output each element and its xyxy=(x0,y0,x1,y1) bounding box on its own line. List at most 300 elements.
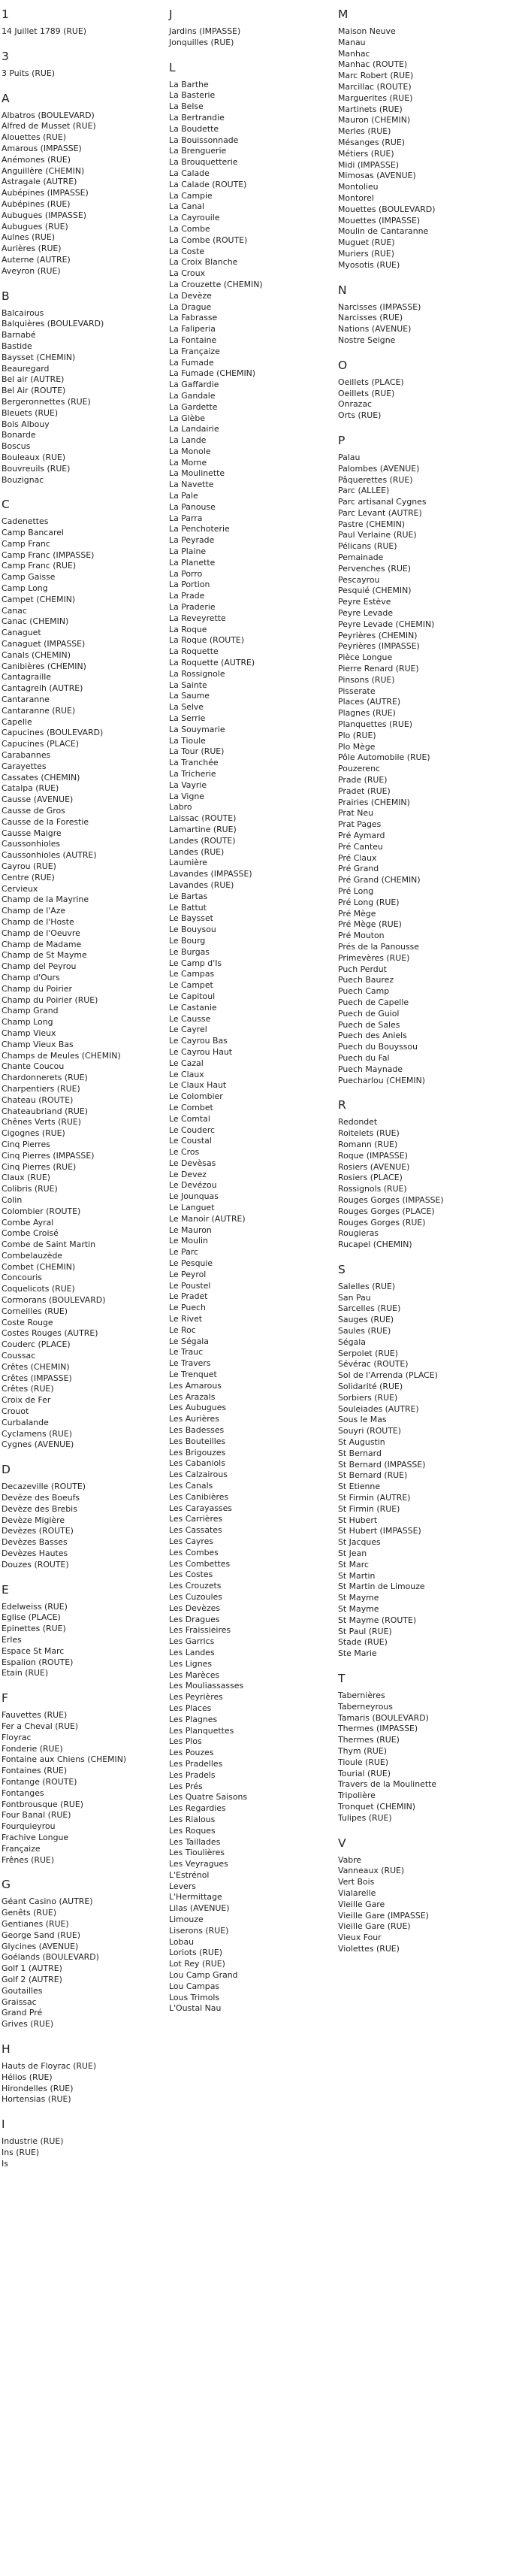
street-link[interactable]: Peyrières (IMPASSE) xyxy=(338,641,420,652)
street-link[interactable]: Levers xyxy=(169,1881,196,1891)
street-link[interactable]: Puech des Aniels xyxy=(338,1031,407,1041)
street-link[interactable]: Bleuets (RUE) xyxy=(2,407,59,418)
street-link[interactable]: Mimosas (AVENUE) xyxy=(338,171,416,181)
street-link[interactable]: Camp Gaisse xyxy=(2,572,56,583)
street-link[interactable]: Cantaranne (RUE) xyxy=(2,705,76,716)
street-link[interactable]: Roitelets (RUE) xyxy=(338,1128,400,1139)
street-link[interactable]: La Tour (RUE) xyxy=(169,746,225,757)
street-link[interactable]: Vieille Gare (IMPASSE) xyxy=(338,1910,429,1921)
street-link[interactable]: Puech du Bouyssou xyxy=(338,1042,418,1052)
street-link[interactable]: Vialarelle xyxy=(338,1887,376,1898)
street-link[interactable]: La Selve xyxy=(169,702,204,713)
street-link[interactable]: Is xyxy=(2,2158,8,2169)
street-link[interactable]: Concouris xyxy=(2,1273,42,1283)
street-link[interactable]: La Navette xyxy=(169,480,214,490)
street-link[interactable]: Romann (RUE) xyxy=(338,1139,398,1149)
street-link[interactable]: Le Causse xyxy=(169,1013,211,1024)
street-link[interactable]: La Drague xyxy=(169,301,212,312)
street-link[interactable]: Causse Maigre xyxy=(2,828,62,838)
street-link[interactable]: Claux (RUE) xyxy=(2,1173,51,1183)
street-link[interactable]: Boscus xyxy=(2,441,31,452)
street-link[interactable]: Crouot xyxy=(2,1406,29,1417)
street-link[interactable]: La Combe (ROUTE) xyxy=(169,235,248,245)
street-link[interactable]: Plo (RUE) xyxy=(338,730,376,740)
street-link[interactable]: Pâquerettes (RUE) xyxy=(338,474,413,485)
street-link[interactable]: Fontbrousque (RUE) xyxy=(2,1799,83,1809)
street-link[interactable]: Champ de l'Oeuvre xyxy=(2,928,80,938)
street-link[interactable]: Cantagrelh (AUTRE) xyxy=(2,683,83,694)
street-link[interactable]: Les Regardies xyxy=(169,1803,226,1814)
street-link[interactable]: Taberneyrous xyxy=(338,1701,393,1712)
street-link[interactable]: Le Roc xyxy=(169,1324,196,1335)
street-link[interactable]: Le Claux Haut xyxy=(169,1080,227,1091)
street-link[interactable]: Le Manoir (AUTRE) xyxy=(169,1213,246,1224)
street-link[interactable]: La Basterie xyxy=(169,90,216,101)
street-link[interactable]: Lilas (AVENUE) xyxy=(169,1903,230,1914)
street-link[interactable]: Baysset (CHEMIN) xyxy=(2,352,76,362)
street-link[interactable]: Devèze des Boeufs xyxy=(2,1493,80,1503)
street-link[interactable]: Les Cassates xyxy=(169,1525,222,1536)
street-link[interactable]: Pré Grand xyxy=(338,864,379,874)
street-link[interactable]: Bel air (AUTRE) xyxy=(2,374,65,385)
street-link[interactable]: La Vigne xyxy=(169,791,204,801)
street-link[interactable]: Campet (CHEMIN) xyxy=(2,594,76,604)
street-link[interactable]: Goutailles xyxy=(2,1985,43,1996)
street-link[interactable]: Le Combet xyxy=(169,1102,213,1112)
street-link[interactable]: Decazeville (ROUTE) xyxy=(2,1482,86,1492)
street-link[interactable]: Lavandes (RUE) xyxy=(169,879,234,890)
street-link[interactable]: Thym (RUE) xyxy=(338,1745,387,1756)
street-link[interactable]: Espace St Marc xyxy=(2,1645,65,1656)
street-link[interactable]: Aubépines (IMPASSE) xyxy=(2,188,89,198)
street-link[interactable]: Etain (RUE) xyxy=(2,1668,49,1678)
street-link[interactable]: St Etienne xyxy=(338,1482,381,1492)
street-link[interactable]: La Souymarie xyxy=(169,724,225,734)
street-link[interactable]: Le Pesquie xyxy=(169,1258,213,1269)
street-link[interactable]: Couderc (PLACE) xyxy=(2,1339,71,1350)
street-link[interactable]: Croix de Fer xyxy=(2,1395,51,1406)
street-link[interactable]: Les Canibières xyxy=(169,1491,229,1502)
street-link[interactable]: Tabernières xyxy=(338,1690,385,1700)
street-link[interactable]: Ste Marie xyxy=(338,1648,377,1659)
street-link[interactable]: Oeillets (PLACE) xyxy=(338,377,404,387)
street-link[interactable]: Les Pouzes xyxy=(169,1748,214,1758)
street-link[interactable]: Le Burgas xyxy=(169,946,210,957)
street-link[interactable]: Capucines (BOULEVARD) xyxy=(2,728,104,738)
street-link[interactable]: La Lande xyxy=(169,435,207,446)
street-link[interactable]: Corneilles (RUE) xyxy=(2,1306,68,1316)
street-link[interactable]: Catalpa (RUE) xyxy=(2,783,59,794)
street-link[interactable]: Capucines (PLACE) xyxy=(2,739,79,749)
street-link[interactable]: La Roquette (AUTRE) xyxy=(169,658,255,668)
street-link[interactable]: Rougieras xyxy=(338,1228,379,1239)
street-link[interactable]: La Croux xyxy=(169,268,206,279)
street-link[interactable]: L'Estrénol xyxy=(169,1869,210,1880)
street-link[interactable]: Landes (ROUTE) xyxy=(169,835,236,846)
street-link[interactable]: Les Cayres xyxy=(169,1536,214,1546)
street-link[interactable]: Souleiades (AUTRE) xyxy=(338,1403,419,1414)
street-link[interactable]: Les Marèces xyxy=(169,1669,220,1680)
street-link[interactable]: Lobau xyxy=(169,1936,195,1947)
street-link[interactable]: Bouleaux (RUE) xyxy=(2,452,66,462)
street-link[interactable]: Chateaubriand (RUE) xyxy=(2,1106,89,1116)
street-link[interactable]: Fontaine aux Chiens (CHEMIN) xyxy=(2,1754,127,1765)
street-link[interactable]: Les Plagnes xyxy=(169,1714,218,1724)
street-link[interactable]: Onrazac xyxy=(338,399,373,410)
street-link[interactable]: Fontange (ROUTE) xyxy=(2,1776,77,1787)
street-link[interactable]: Myosotis (RUE) xyxy=(338,259,400,270)
street-link[interactable]: Les Badesses xyxy=(169,1425,225,1436)
street-link[interactable]: Cyclamens (RUE) xyxy=(2,1428,73,1439)
street-link[interactable]: Le Claux xyxy=(169,1069,204,1079)
street-link[interactable]: Fontanges xyxy=(2,1787,44,1798)
street-link[interactable]: Pisserate xyxy=(338,686,376,696)
street-link[interactable]: St Firmin (RUE) xyxy=(338,1503,400,1514)
street-link[interactable]: Le Languet xyxy=(169,1203,215,1213)
street-link[interactable]: Centre (RUE) xyxy=(2,872,55,882)
street-link[interactable]: La Portion xyxy=(169,580,210,590)
street-link[interactable]: Le Puech xyxy=(169,1303,206,1313)
street-link[interactable]: Les Bouteilles xyxy=(169,1436,226,1446)
street-link[interactable]: Pinsons (RUE) xyxy=(338,674,395,685)
street-link[interactable]: Le Comtal xyxy=(169,1113,210,1124)
street-link[interactable]: Montorel xyxy=(338,192,374,203)
street-link[interactable]: Hauts de Floyrac (RUE) xyxy=(2,2060,97,2071)
street-link[interactable]: Vabre xyxy=(338,1854,362,1865)
street-link[interactable]: Mésanges (RUE) xyxy=(338,137,406,147)
street-link[interactable]: La Calade (ROUTE) xyxy=(169,179,247,189)
street-link[interactable]: Champs de Meules (CHEMIN) xyxy=(2,1050,121,1061)
street-link[interactable]: Beauregard xyxy=(2,363,50,374)
street-link[interactable]: La Brenguerie xyxy=(169,146,227,156)
street-link[interactable]: Anguillère (CHEMIN) xyxy=(2,165,85,176)
street-link[interactable]: Les Roques xyxy=(169,1825,216,1836)
street-link[interactable]: Le Cros xyxy=(169,1147,200,1158)
street-link[interactable]: Bouvreuils (RUE) xyxy=(2,463,71,474)
street-link[interactable]: La Roque (ROUTE) xyxy=(169,635,245,646)
street-link[interactable]: L'Hermittage xyxy=(169,1892,222,1902)
street-link[interactable]: Charpentiers (RUE) xyxy=(2,1083,80,1094)
street-link[interactable]: Le Campet xyxy=(169,980,213,991)
street-link[interactable]: Champ Vieux xyxy=(2,1028,56,1038)
street-link[interactable]: Sauges (RUE) xyxy=(338,1315,394,1325)
street-link[interactable]: Bel Air (ROUTE) xyxy=(2,386,66,396)
street-link[interactable]: Le Trenquet xyxy=(169,1370,217,1380)
street-link[interactable]: Bouzignac xyxy=(2,474,44,485)
street-link[interactable]: Les Costes xyxy=(169,1570,213,1580)
street-link[interactable]: La Françaize xyxy=(169,346,220,356)
street-link[interactable]: La Fabrasse xyxy=(169,313,218,323)
street-link[interactable]: Colin xyxy=(2,1194,23,1205)
street-link[interactable]: Lavandes (IMPASSE) xyxy=(169,869,252,879)
street-link[interactable]: Manau xyxy=(338,37,366,47)
street-link[interactable]: Manhac (ROUTE) xyxy=(338,59,408,70)
street-link[interactable]: Pré Mouton xyxy=(338,931,385,941)
street-link[interactable]: Pré Mège xyxy=(338,908,376,919)
street-link[interactable]: Erles xyxy=(2,1635,22,1645)
street-link[interactable]: Vert Bois xyxy=(338,1877,375,1887)
street-link[interactable]: Combe Ayral xyxy=(2,1217,54,1227)
street-link[interactable]: Le Devézou xyxy=(169,1180,217,1191)
street-link[interactable]: La Plaine xyxy=(169,546,207,557)
street-link[interactable]: Floyrac xyxy=(2,1732,32,1742)
street-link[interactable]: Cassates (CHEMIN) xyxy=(2,772,80,782)
street-link[interactable]: Pesquié (CHEMIN) xyxy=(338,586,412,596)
street-link[interactable]: Combelauzède xyxy=(2,1250,63,1261)
street-link[interactable]: Devèzes Basses xyxy=(2,1537,68,1548)
street-link[interactable]: George Sand (RUE) xyxy=(2,1930,80,1940)
street-link[interactable]: Les Combettes xyxy=(169,1558,231,1569)
street-link[interactable]: Puech de Guiol xyxy=(338,1008,400,1019)
street-link[interactable]: Combe de Saint Martin xyxy=(2,1240,96,1250)
street-link[interactable]: Canac (CHEMIN) xyxy=(2,616,69,627)
street-link[interactable]: Les Tioulières xyxy=(169,1848,225,1858)
street-link[interactable]: Sévérac (ROUTE) xyxy=(338,1359,409,1370)
street-link[interactable]: Les Peyrières xyxy=(169,1692,223,1703)
street-link[interactable]: Nations (AVENUE) xyxy=(338,324,412,334)
street-link[interactable]: La Coste xyxy=(169,246,205,256)
street-link[interactable]: Thermes (IMPASSE) xyxy=(338,1724,418,1734)
street-link[interactable]: La Roque xyxy=(169,624,207,634)
street-link[interactable]: Coquelicots (RUE) xyxy=(2,1284,75,1294)
street-link[interactable]: St Bernard (RUE) xyxy=(338,1470,408,1481)
street-link[interactable]: Rosiers (AVENUE) xyxy=(338,1161,410,1172)
street-link[interactable]: St Hubert xyxy=(338,1515,378,1525)
street-link[interactable]: La Tioule xyxy=(169,735,206,746)
street-link[interactable]: St Martin de Limouze xyxy=(338,1582,425,1592)
street-link[interactable]: Champ de Madame xyxy=(2,939,82,949)
street-link[interactable]: Pélicans (RUE) xyxy=(338,541,397,552)
street-link[interactable]: Muguet (RUE) xyxy=(338,238,395,248)
street-link[interactable]: Ségala xyxy=(338,1336,366,1347)
street-link[interactable]: Cadenettes xyxy=(2,516,49,527)
street-link[interactable]: Fonderie (RUE) xyxy=(2,1743,63,1754)
street-link[interactable]: Lous Trimols xyxy=(169,1992,220,2002)
street-link[interactable]: Marc Robert (RUE) xyxy=(338,71,414,81)
street-link[interactable]: St Firmin (AUTRE) xyxy=(338,1493,411,1503)
street-link[interactable]: Maison Neuve xyxy=(338,26,396,36)
street-link[interactable]: Les Planquettes xyxy=(169,1725,234,1736)
street-link[interactable]: Bois Albouy xyxy=(2,419,50,429)
street-link[interactable]: Les Fraissieires xyxy=(169,1625,231,1636)
street-link[interactable]: La Barthe xyxy=(169,79,209,89)
street-link[interactable]: Prairies (CHEMIN) xyxy=(338,797,410,807)
street-link[interactable]: Les Cabaniols xyxy=(169,1458,225,1469)
street-link[interactable]: La Glèbe xyxy=(169,413,205,423)
street-link[interactable]: Causse de la Forestie xyxy=(2,816,89,827)
street-link[interactable]: Vieille Gare (RUE) xyxy=(338,1921,411,1932)
street-link[interactable]: Cygnes (AVENUE) xyxy=(2,1439,74,1450)
street-link[interactable]: Narcisses (IMPASSE) xyxy=(338,301,421,312)
street-link[interactable]: Pièce Longue xyxy=(338,652,393,663)
street-link[interactable]: Stade (RUE) xyxy=(338,1637,388,1648)
street-link[interactable]: Lou Campas xyxy=(169,1981,220,1991)
street-link[interactable]: La Calade xyxy=(169,168,210,178)
street-link[interactable]: Tourial (RUE) xyxy=(338,1768,391,1778)
street-link[interactable]: Puecharlou (CHEMIN) xyxy=(338,1075,425,1085)
street-link[interactable]: St Jean xyxy=(338,1548,367,1559)
street-link[interactable]: 14 Juillet 1789 (RUE) xyxy=(2,26,87,36)
street-link[interactable]: Colombier (ROUTE) xyxy=(2,1206,81,1216)
street-link[interactable]: Chateau (ROUTE) xyxy=(2,1094,74,1105)
street-link[interactable]: St Augustin xyxy=(338,1437,385,1448)
street-link[interactable]: Marcillac (ROUTE) xyxy=(338,81,412,92)
street-link[interactable]: Curbalande xyxy=(2,1417,49,1427)
street-link[interactable]: Prade (RUE) xyxy=(338,775,388,786)
street-link[interactable]: La Crouzette (CHEMIN) xyxy=(169,279,263,289)
street-link[interactable]: Canac xyxy=(2,605,27,616)
street-link[interactable]: Glycines (AVENUE) xyxy=(2,1941,79,1951)
street-link[interactable]: Le Peyrol xyxy=(169,1269,207,1279)
street-link[interactable]: Four Banal (RUE) xyxy=(2,1810,71,1821)
street-link[interactable]: Lot Rey (RUE) xyxy=(169,1959,225,1969)
street-link[interactable]: Le Cayrou Bas xyxy=(169,1036,228,1046)
street-link[interactable]: Prés de la Panousse xyxy=(338,941,419,952)
street-link[interactable]: La Penchoterie xyxy=(169,524,230,534)
street-link[interactable]: Les Prés xyxy=(169,1781,203,1791)
street-link[interactable]: La Praderie xyxy=(169,602,216,613)
street-link[interactable]: L'Oustal Nau xyxy=(169,2003,222,2014)
street-link[interactable]: Albatros (BOULEVARD) xyxy=(2,110,95,120)
street-link[interactable]: Les Carayasses xyxy=(169,1503,232,1513)
street-link[interactable]: Les Crouzets xyxy=(169,1581,222,1591)
street-link[interactable]: Grand Pré xyxy=(2,2008,43,2018)
street-link[interactable]: Pescayrou xyxy=(338,574,380,585)
street-link[interactable]: St Bernard (IMPASSE) xyxy=(338,1459,426,1470)
street-link[interactable]: Canibières (CHEMIN) xyxy=(2,661,86,671)
street-link[interactable]: Landes (RUE) xyxy=(169,846,225,857)
street-link[interactable]: Graissac xyxy=(2,1996,37,2007)
street-link[interactable]: San Pau xyxy=(338,1292,371,1303)
street-link[interactable]: Le Moulin xyxy=(169,1236,208,1246)
street-link[interactable]: Camp Franc xyxy=(2,538,50,549)
street-link[interactable]: Jonquilles (RUE) xyxy=(169,37,234,47)
street-link[interactable]: Chardonnerets (RUE) xyxy=(2,1073,88,1083)
street-link[interactable]: La Fontaine xyxy=(169,334,217,345)
street-link[interactable]: Sous le Mas xyxy=(338,1415,387,1425)
street-link[interactable]: Caussonhioles (AUTRE) xyxy=(2,850,97,861)
street-link[interactable]: La Devèze xyxy=(169,290,212,301)
street-link[interactable]: Le Couderc xyxy=(169,1125,216,1135)
street-link[interactable]: Aubépines (RUE) xyxy=(2,198,71,209)
street-link[interactable]: Peyre Levade (CHEMIN) xyxy=(338,619,435,629)
street-link[interactable]: Champ du Poirier (RUE) xyxy=(2,994,98,1005)
street-link[interactable]: Laissac (ROUTE) xyxy=(169,813,237,824)
street-link[interactable]: Montolieu xyxy=(338,182,379,192)
street-link[interactable]: Puech de Sales xyxy=(338,1019,400,1030)
street-link[interactable]: Cantaranne xyxy=(2,695,50,705)
street-link[interactable]: Aubugues (RUE) xyxy=(2,221,68,232)
street-link[interactable]: Jardins (IMPASSE) xyxy=(169,26,241,36)
street-link[interactable]: Le Poustel xyxy=(169,1280,211,1291)
street-link[interactable]: Aubugues (IMPASSE) xyxy=(2,210,86,220)
street-link[interactable]: Les Places xyxy=(169,1703,212,1713)
street-link[interactable]: Le Pradet xyxy=(169,1291,208,1302)
street-link[interactable]: Barnabé xyxy=(2,330,36,341)
street-link[interactable]: Pré Long (RUE) xyxy=(338,897,400,907)
street-link[interactable]: Les Arazals xyxy=(169,1391,216,1402)
street-link[interactable]: La Prade xyxy=(169,591,205,601)
street-link[interactable]: Merles (RUE) xyxy=(338,126,391,137)
street-link[interactable]: 3 Puits (RUE) xyxy=(2,68,56,78)
street-link[interactable]: Les Dragues xyxy=(169,1614,220,1624)
street-link[interactable]: Fer a Cheval (RUE) xyxy=(2,1721,79,1731)
street-link[interactable]: Camp Franc (RUE) xyxy=(2,561,77,571)
street-link[interactable]: La Combe xyxy=(169,223,210,234)
street-link[interactable]: Sorbiers (RUE) xyxy=(338,1392,398,1403)
street-link[interactable]: St Bernard xyxy=(338,1448,382,1458)
street-link[interactable]: Cinq Pierres (RUE) xyxy=(2,1161,77,1172)
street-link[interactable]: La Gardette xyxy=(169,401,218,412)
street-link[interactable]: Manhac xyxy=(338,48,370,59)
street-link[interactable]: Caussonhioles xyxy=(2,839,61,849)
street-link[interactable]: Costes Rouges (AUTRE) xyxy=(2,1328,98,1339)
street-link[interactable]: Les Calzairous xyxy=(169,1470,228,1480)
street-link[interactable]: Les Cuzoules xyxy=(169,1591,222,1602)
street-link[interactable]: Pastre (CHEMIN) xyxy=(338,519,406,529)
street-link[interactable]: Anémones (RUE) xyxy=(2,154,71,165)
street-link[interactable]: Pemainade xyxy=(338,552,384,563)
street-link[interactable]: Eglise (PLACE) xyxy=(2,1612,61,1623)
street-link[interactable]: Prat Neu xyxy=(338,808,374,819)
street-link[interactable]: Genêts (RUE) xyxy=(2,1908,57,1918)
street-link[interactable]: Le Campas xyxy=(169,969,215,979)
street-link[interactable]: Palau xyxy=(338,452,361,462)
street-link[interactable]: Devèze des Brebis xyxy=(2,1503,77,1514)
street-link[interactable]: Les Garrics xyxy=(169,1636,215,1647)
street-link[interactable]: Cormorans (BOULEVARD) xyxy=(2,1295,106,1306)
street-link[interactable]: Combet (CHEMIN) xyxy=(2,1261,76,1272)
street-link[interactable]: St Jacques xyxy=(338,1537,381,1548)
street-link[interactable]: Laumière xyxy=(169,858,207,868)
street-link[interactable]: La Serrie xyxy=(169,713,206,724)
street-link[interactable]: Martinets (RUE) xyxy=(338,104,403,114)
street-link[interactable]: Sol de l'Arrenda (PLACE) xyxy=(338,1370,438,1381)
street-link[interactable]: Fourquieyrou xyxy=(2,1821,56,1832)
street-link[interactable]: Frênes (RUE) xyxy=(2,1854,55,1865)
street-link[interactable]: Lou Camp Grand xyxy=(169,1970,238,1981)
street-link[interactable]: Pradet (RUE) xyxy=(338,786,391,796)
street-link[interactable]: Le Baysset xyxy=(169,913,213,924)
street-link[interactable]: Paul Verlaine (RUE) xyxy=(338,530,417,540)
street-link[interactable]: Alfred de Musset (RUE) xyxy=(2,121,96,132)
street-link[interactable]: Les Combes xyxy=(169,1547,219,1557)
street-link[interactable]: Causse (AVENUE) xyxy=(2,795,74,805)
street-link[interactable]: St Mayme xyxy=(338,1593,379,1603)
street-link[interactable]: Devèzes (ROUTE) xyxy=(2,1526,74,1536)
street-link[interactable]: Puch Perdut xyxy=(338,964,387,974)
street-link[interactable]: Mauron (CHEMIN) xyxy=(338,115,411,126)
street-link[interactable]: La Planette xyxy=(169,557,216,568)
street-link[interactable]: Mouettes (BOULEVARD) xyxy=(338,204,436,214)
street-link[interactable]: La Belse xyxy=(169,101,204,112)
street-link[interactable]: Serpolet (RUE) xyxy=(338,1348,399,1358)
street-link[interactable]: Peyre Levade xyxy=(338,608,394,619)
street-link[interactable]: Cervieux xyxy=(2,883,38,894)
street-link[interactable]: Cinq Pierres (IMPASSE) xyxy=(2,1150,95,1161)
street-link[interactable]: St Paul (RUE) xyxy=(338,1626,392,1636)
street-link[interactable]: Les Plos xyxy=(169,1736,202,1747)
street-link[interactable]: Pré Long xyxy=(338,885,374,896)
street-link[interactable]: Camp Long xyxy=(2,583,48,594)
street-link[interactable]: La Parra xyxy=(169,513,203,523)
street-link[interactable]: Devèzes Hautes xyxy=(2,1548,68,1559)
street-link[interactable]: Cinq Pierres xyxy=(2,1139,50,1149)
street-link[interactable]: Nostre Seigne xyxy=(338,334,396,345)
street-link[interactable]: Le Devez xyxy=(169,1169,207,1179)
street-link[interactable]: Les Quatre Saisons xyxy=(169,1792,248,1803)
street-link[interactable]: La Monole xyxy=(169,446,211,456)
